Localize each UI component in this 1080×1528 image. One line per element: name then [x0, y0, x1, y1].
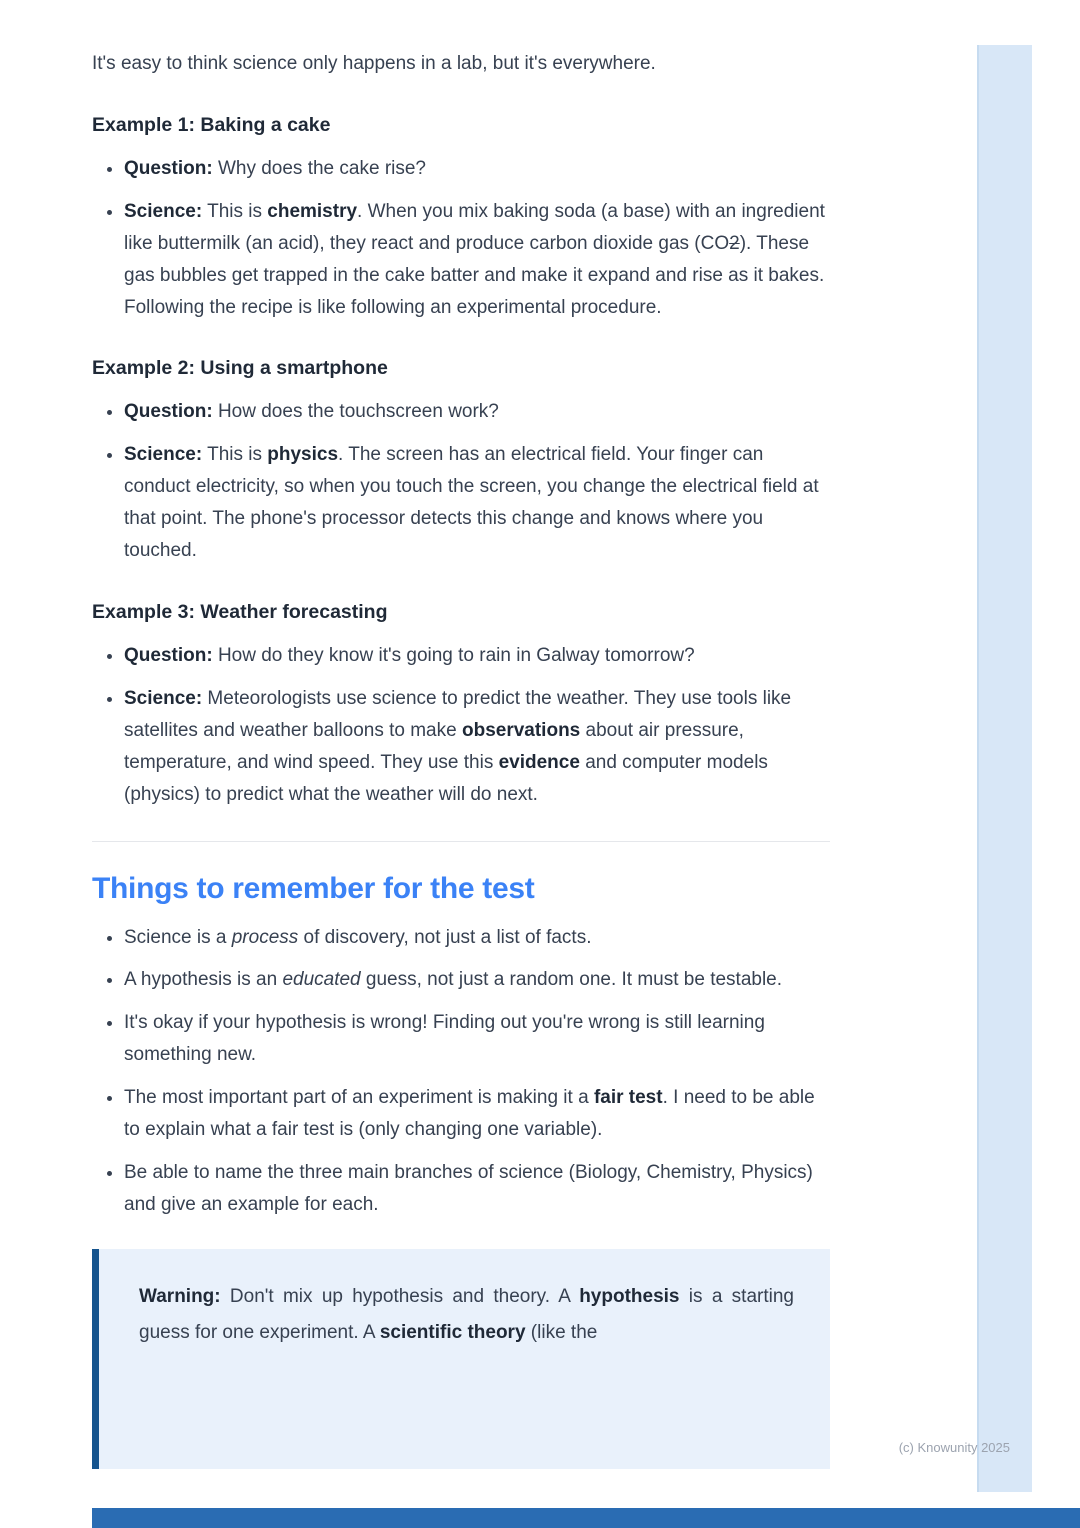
example-1-section — [92, 114, 830, 324]
list-item: • Be able to name the three main branches of science (Biology, Chemistry, Physics) and give an example for each. — [124, 1157, 830, 1221]
right-margin-strip — [977, 45, 1032, 1492]
footer-bar — [92, 1508, 1080, 1528]
things-to-remember-list — [92, 922, 830, 1221]
example-1-list — [92, 153, 830, 324]
section-divider — [92, 841, 830, 842]
example-1-heading: Example 1: Baking a cake — [92, 113, 331, 136]
list-item: • Science is a process of discovery, not just a list of facts. — [124, 922, 830, 954]
example-3-heading: Example 3: Weather forecasting — [92, 600, 388, 623]
intro-paragraph: It's easy to think science only happens in a lab, but it's everywhere. — [92, 53, 656, 74]
warning-callout — [92, 1249, 830, 1469]
list-item: • Science: This is physics. The screen has an electrical field. Your finger can conduct electricity, so when you touch the screen, you change the electrical field at that point. The phone's processor detects this change and knows where you touched. — [124, 439, 830, 567]
list-item: • Question: Why does the cake rise? — [124, 153, 830, 185]
example-2-section — [92, 357, 830, 567]
copyright-watermark: (c) Knowunity 2025 — [898, 1440, 1010, 1455]
list-item: • Question: How does the touchscreen work? — [124, 396, 830, 428]
list-item: • The most important part of an experiment is making it a fair test. I need to be able to explain what a fair test is (only changing one variable). — [124, 1082, 830, 1146]
example-3-list — [92, 640, 830, 811]
warning-text: Warning: Don't mix up hypothesis and theory. A hypothesis is a starting guess for one experiment. A scientific theory (like the — [139, 1285, 794, 1343]
example-2-list — [92, 396, 830, 567]
example-3-section — [92, 601, 830, 811]
document-content — [92, 48, 830, 1469]
list-item: • Question: How do they know it's going to rain in Galway tomorrow? — [124, 640, 830, 672]
list-item: • It's okay if your hypothesis is wrong! Finding out you're wrong is still learning something new. — [124, 1007, 830, 1071]
things-to-remember-heading: Things to remember for the test — [92, 871, 535, 905]
list-item: • Science: This is chemistry. When you mix baking soda (a base) with an ingredient like buttermilk (an acid), they react and produce carbon dioxide gas (CO2). These gas bubbles get trapped in the cake batter and make it expand and rise as it bakes. Following the recipe is like following an experimental procedure. — [124, 196, 830, 324]
example-2-heading: Example 2: Using a smartphone — [92, 357, 388, 380]
list-item: • Science: Meteorologists use science to predict the weather. They use tools like satellites and weather balloons to make observations about air pressure, temperature, and wind speed. They use this evidence and computer models (physics) to predict what the weather will do next. — [124, 683, 830, 811]
things-to-remember-section — [92, 872, 830, 1221]
list-item: • A hypothesis is an educated guess, not just a random one. It must be testable. — [124, 964, 830, 996]
